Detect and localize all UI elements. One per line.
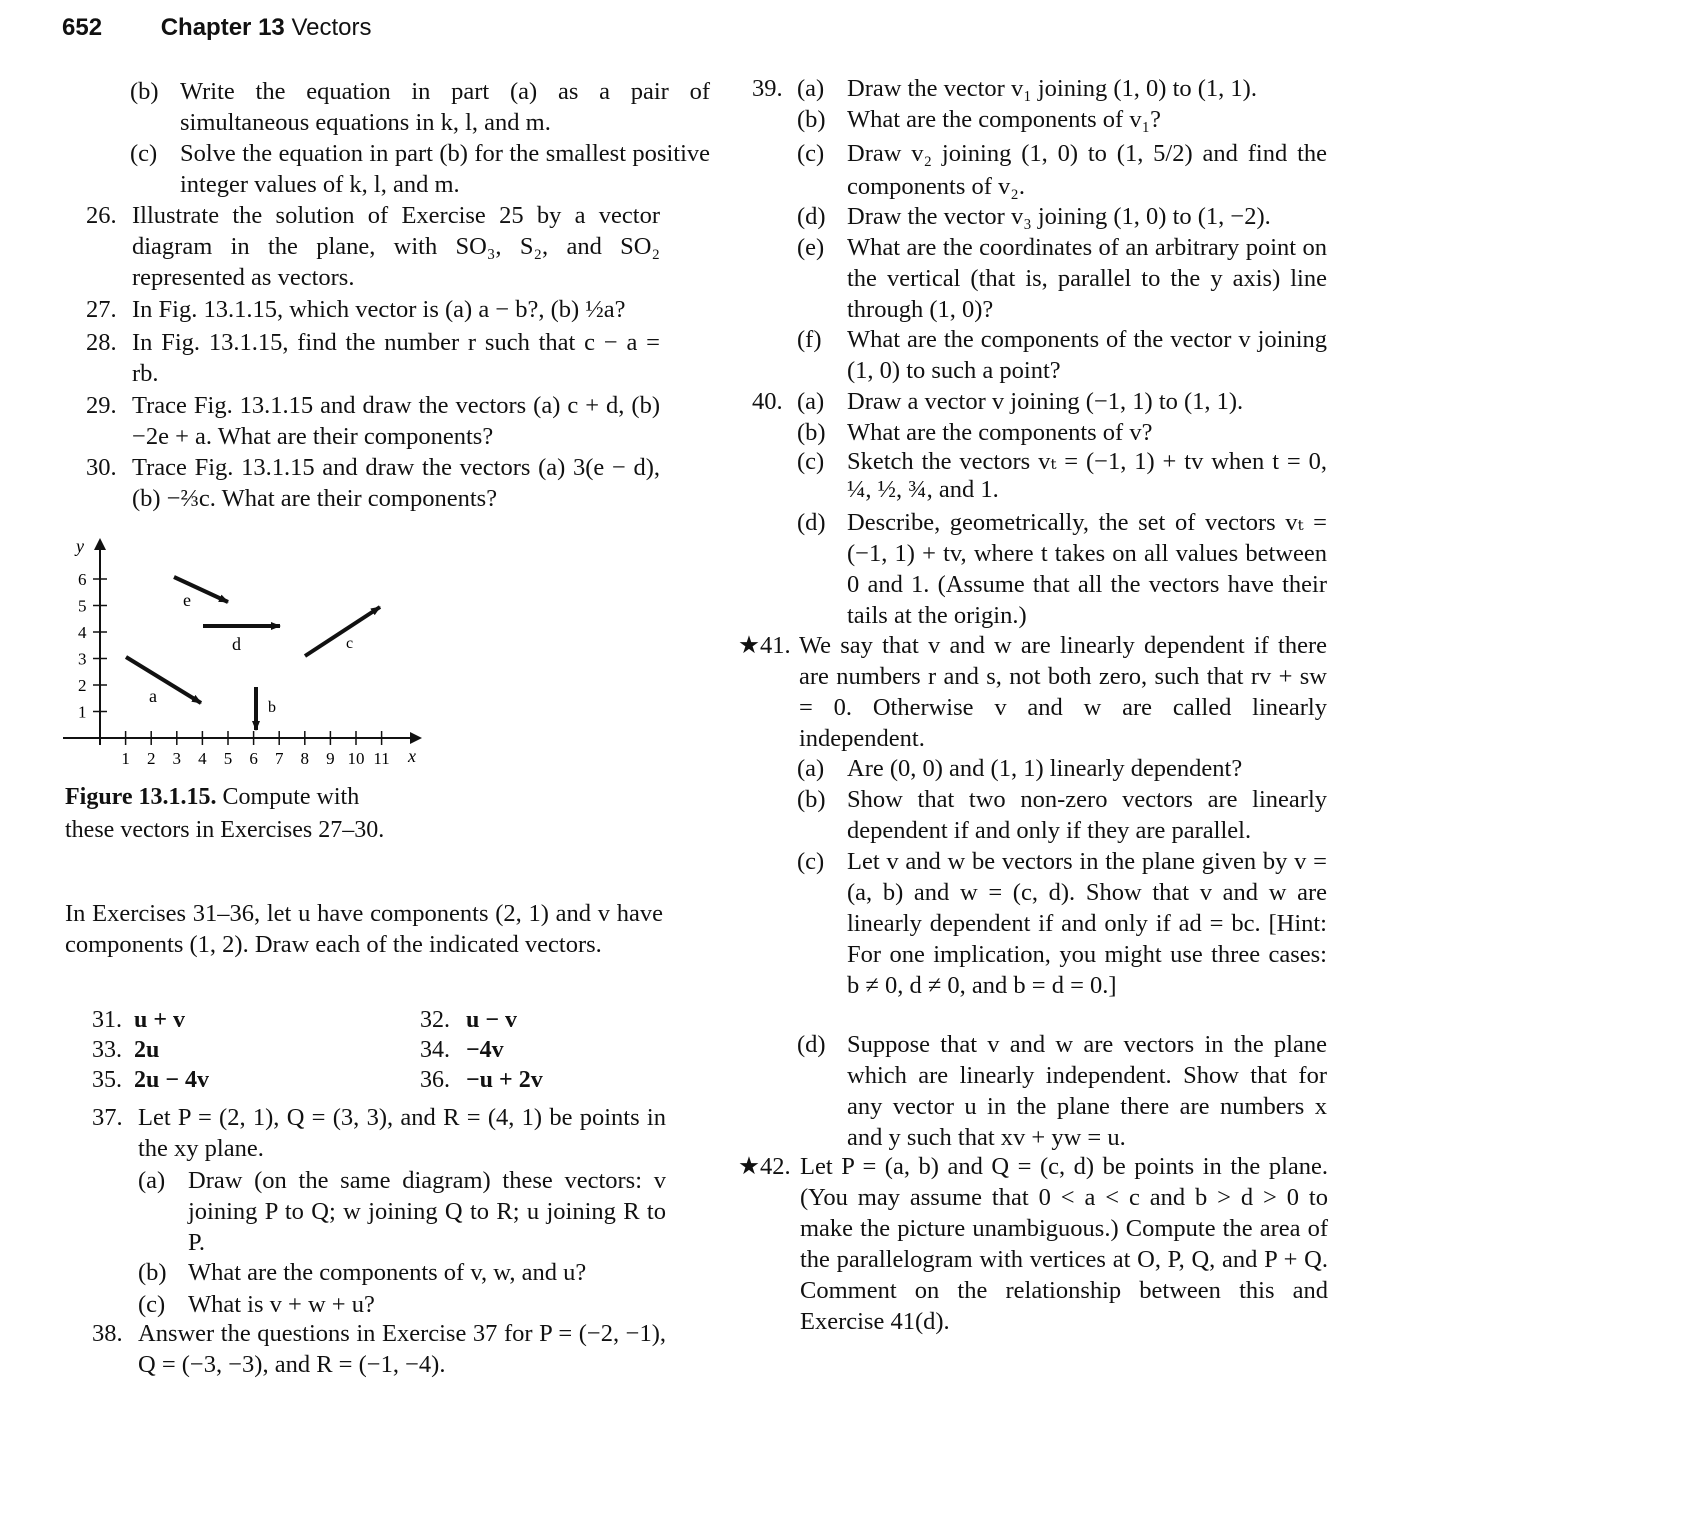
ex37-number: 37. (92, 1104, 123, 1131)
exercise-41d (797, 1029, 1327, 1153)
ex41b-text: Show that two non-zero vectors are linearly dependent if and only if they are parallel. (847, 786, 1327, 844)
exercise-41a (797, 753, 1327, 784)
ex26-text: Illustrate the solution of Exercise 25 by a vector diagram in the plane, with SO₃, S₂, and SO₂ represented as vectors. (132, 202, 660, 291)
ex40a-text: Draw a vector v joining (−1, 1) to (1, 1). (847, 388, 1244, 415)
exercise-27 (86, 294, 660, 325)
ex39b-text: What are the components of v₁? (847, 106, 1161, 133)
exercise-39d (797, 201, 1327, 232)
exercise-35 (92, 1064, 392, 1097)
ex34-number: 34. (420, 1037, 450, 1063)
figure-caption-label: Figure 13.1.15. (65, 784, 217, 810)
ex34-expr: −4v (466, 1037, 504, 1063)
y-tick-label: 5 (78, 596, 87, 616)
exercise-37a (138, 1165, 666, 1258)
ex39c-text: Draw v₂ joining (1, 0) to (1, 5/2) and find the components of v₂. (847, 140, 1327, 200)
ex31-expr: u + v (134, 1007, 186, 1033)
ex35-expr: 2u − 4v (134, 1067, 210, 1093)
ex33-expr: 2u (134, 1037, 160, 1063)
ex40b-label: (b) (797, 419, 826, 446)
exercise-37b (138, 1257, 666, 1288)
ex40b-text: What are the components of v? (847, 419, 1153, 446)
ex25c-text: Solve the equation in part (b) for the smallest positive integer values of k, l, and m. (180, 140, 710, 198)
ex41a-label: (a) (797, 755, 825, 782)
x-tick-label: 3 (172, 749, 182, 768)
x-tick-label: 9 (326, 749, 335, 768)
ex27-text: In Fig. 13.1.15, which vector is (a) a − b?, (b) ½a? (132, 296, 626, 323)
vector-c-label: c (346, 635, 354, 652)
ex38-text: Answer the questions in Exercise 37 for P = (−2, −1), Q = (−3, −3), and R = (−1, −4). (138, 1320, 666, 1378)
ex39d-text: Draw the vector v₃ joining (1, 0) to (1, −2). (847, 203, 1271, 230)
exercise-37 (92, 1102, 666, 1164)
ex31-number: 31. (92, 1007, 122, 1033)
exercise-40c (797, 448, 1327, 504)
ex39b-label: (b) (797, 106, 826, 133)
x-tick-label: 4 (198, 749, 207, 768)
vector-c (305, 607, 380, 656)
y-tick-label: 2 (78, 676, 87, 695)
ex37a-label: (a) (138, 1167, 166, 1194)
figure-caption-text: Compute with these vectors in Exercises 27–30. (65, 784, 385, 843)
y-axis-arrow-icon (94, 538, 106, 550)
ex41c-text: Let v and w be vectors in the plane given by v = (a, b) and w = (c, d). Show that v and w are linearly dependent if and only if ad = bc. [Hint: For one implication, you might use three cases: b ≠ 0, d ≠ 0, and b = d = 0.] (847, 848, 1327, 999)
y-tick-label: 6 (78, 570, 87, 589)
ex39e-text: What are the coordinates of an arbitrary point on the vertical (that is, parallel to the y axis) line through (1, 0)? (847, 234, 1327, 323)
exercise-29 (86, 390, 660, 452)
ex28-number: 28. (86, 329, 117, 356)
exercise-31 (92, 1004, 392, 1037)
vector-d-label: d (232, 634, 241, 654)
vector-a-label: a (149, 686, 157, 706)
y-axis-label: y (76, 536, 84, 556)
ex41a-text: Are (0, 0) and (1, 1) linearly dependent? (847, 755, 1243, 782)
ex37b-text: What are the components of v, w, and u? (188, 1259, 587, 1286)
x-tick-label: 5 (223, 749, 233, 768)
ex41-text: We say that v and w are linearly dependent if there are numbers r and s, not both zero, such that rv + sw = 0. Otherwise v and w are called linearly independent. (799, 632, 1327, 752)
y-tick-label: 1 (78, 702, 87, 722)
x-axis-label: x (408, 746, 416, 766)
exercise-25c (130, 138, 710, 200)
exercise-30 (86, 452, 660, 514)
ex35-number: 35. (92, 1067, 122, 1093)
exercise-25b (130, 76, 710, 138)
ex25c-label: (c) (130, 140, 158, 167)
ex25b-label: (b) (130, 78, 159, 105)
exercise-39c (797, 137, 1327, 203)
exercise-38 (92, 1318, 666, 1380)
ex39f-text: What are the components of the vector v joining (1, 0) to such a point? (847, 326, 1327, 384)
exercise-33 (92, 1034, 392, 1067)
ex39e-label: (e) (797, 234, 825, 261)
page-header (62, 14, 371, 42)
ex40a-label: (a) (797, 388, 825, 415)
ex39d-label: (d) (797, 203, 826, 230)
x-tick-label: 1 (121, 749, 130, 768)
ex41b-label: (b) (797, 786, 826, 813)
ex30-number: 30. (86, 454, 117, 481)
ex39c-label: (c) (797, 140, 825, 167)
exercise-28 (86, 327, 660, 389)
ex40-number: 40. (752, 388, 783, 415)
exercise-39f (797, 324, 1327, 386)
chapter-title: Vectors (291, 14, 372, 41)
x-tick-label: 11 (373, 749, 390, 768)
ex41d-text: Suppose that v and w are vectors in the plane which are linearly independent. Show that for any vector u in the plane there are numbers x and y such that xv + yw = u. (847, 1031, 1327, 1151)
x-tick-label: 10 (347, 749, 365, 768)
ex41-number: ★41. (738, 632, 791, 659)
exercise-26 (86, 200, 660, 293)
exercise-41b (797, 784, 1327, 846)
ex32-expr: u − v (466, 1007, 518, 1033)
ex32-number: 32. (420, 1007, 450, 1033)
ex40c-text: Sketch the vectors vₜ = (−1, 1) + tv when t = 0, ¼, ½, ¾, and 1. (847, 448, 1327, 503)
ex40c-label: (c) (797, 448, 825, 475)
ex37c-text: What is v + w + u? (188, 1291, 375, 1318)
ex26-number: 26. (86, 202, 117, 229)
y-tick-label: 4 (78, 623, 87, 642)
exercise-34 (420, 1034, 720, 1067)
ex36-expr: −u + 2v (466, 1067, 543, 1093)
ex42-number: ★42. (738, 1153, 791, 1180)
ex33-number: 33. (92, 1037, 122, 1063)
ex25b-text: Write the equation in part (a) as a pair of simultaneous equations in k, l, and m. (180, 78, 710, 136)
x-axis-arrow-icon (410, 732, 422, 744)
ex37-text: Let P = (2, 1), Q = (3, 3), and R = (4, 1) be points in the xy plane. (138, 1104, 666, 1162)
exercise-39e (797, 232, 1327, 325)
ex41d-label: (d) (797, 1031, 826, 1058)
ex40d-text: Describe, geometrically, the set of vectors vₜ = (−1, 1) + tv, where t takes on all values between 0 and 1. (Assume that all the vectors have their tails at the origin.) (847, 509, 1327, 629)
ex28-text: In Fig. 13.1.15, find the number r such that c − a = rb. (132, 329, 660, 387)
vector-b-label: b (268, 699, 276, 716)
exercise-37c (138, 1289, 666, 1320)
vector-e-label: e (183, 590, 191, 610)
ex29-number: 29. (86, 392, 117, 419)
ex37b-label: (b) (138, 1259, 167, 1286)
ex39a-text: Draw the vector v₁ joining (1, 0) to (1, 1). (847, 75, 1257, 102)
ex27-number: 27. (86, 296, 117, 323)
ex38-number: 38. (92, 1320, 123, 1347)
ex40d-label: (d) (797, 509, 826, 536)
vector-figure (58, 530, 438, 775)
exercise-41c (797, 846, 1327, 1001)
x-tick-label: 6 (249, 749, 258, 768)
exercise-36 (420, 1064, 720, 1097)
ex37a-text: Draw (on the same diagram) these vectors: v joining P to Q; w joining Q to R; u joining R to P. (188, 1167, 666, 1256)
exercise-40b (797, 417, 1327, 448)
ex42-text: Let P = (a, b) and Q = (c, d) be points in the plane. (You may assume that 0 < a < c and b > d > 0 to make the picture unambiguous.) Compute the area of the parallelogram with vertices at O, P, Q, and P + Q. Comment on the relationship between this and Exercise 41(d). (800, 1153, 1328, 1335)
figure-caption (65, 781, 385, 847)
exercise-40a (797, 386, 1327, 417)
chapter-label: Chapter 13 (160, 14, 285, 41)
exercise-40d (797, 507, 1327, 631)
ex29-text: Trace Fig. 13.1.15 and draw the vectors (a) c + d, (b) −2e + a. What are their components? (132, 392, 660, 450)
ex39-number: 39. (752, 75, 783, 102)
ex41c-label: (c) (797, 848, 825, 875)
vector-a (126, 657, 201, 703)
x-tick-label: 8 (300, 749, 310, 768)
ex36-number: 36. (420, 1067, 450, 1093)
exercise-32 (420, 1004, 720, 1037)
exercise-39b (797, 104, 1327, 135)
ex30-text: Trace Fig. 13.1.15 and draw the vectors (a) 3(e − d), (b) −⅔c. What are their components? (132, 454, 660, 512)
x-tick-label: 7 (274, 749, 284, 768)
ex37c-label: (c) (138, 1291, 166, 1318)
y-tick-label: 3 (78, 649, 87, 669)
intro-31-36: In Exercises 31–36, let u have components (2, 1) and v have components (1, 2). Draw each of the indicated vectors. (65, 900, 663, 958)
x-tick-label: 2 (146, 749, 156, 768)
ex39f-label: (f) (797, 326, 822, 353)
ex39a-label: (a) (797, 75, 825, 102)
page-number: 652 (62, 14, 103, 41)
exercise-39a (797, 73, 1327, 104)
